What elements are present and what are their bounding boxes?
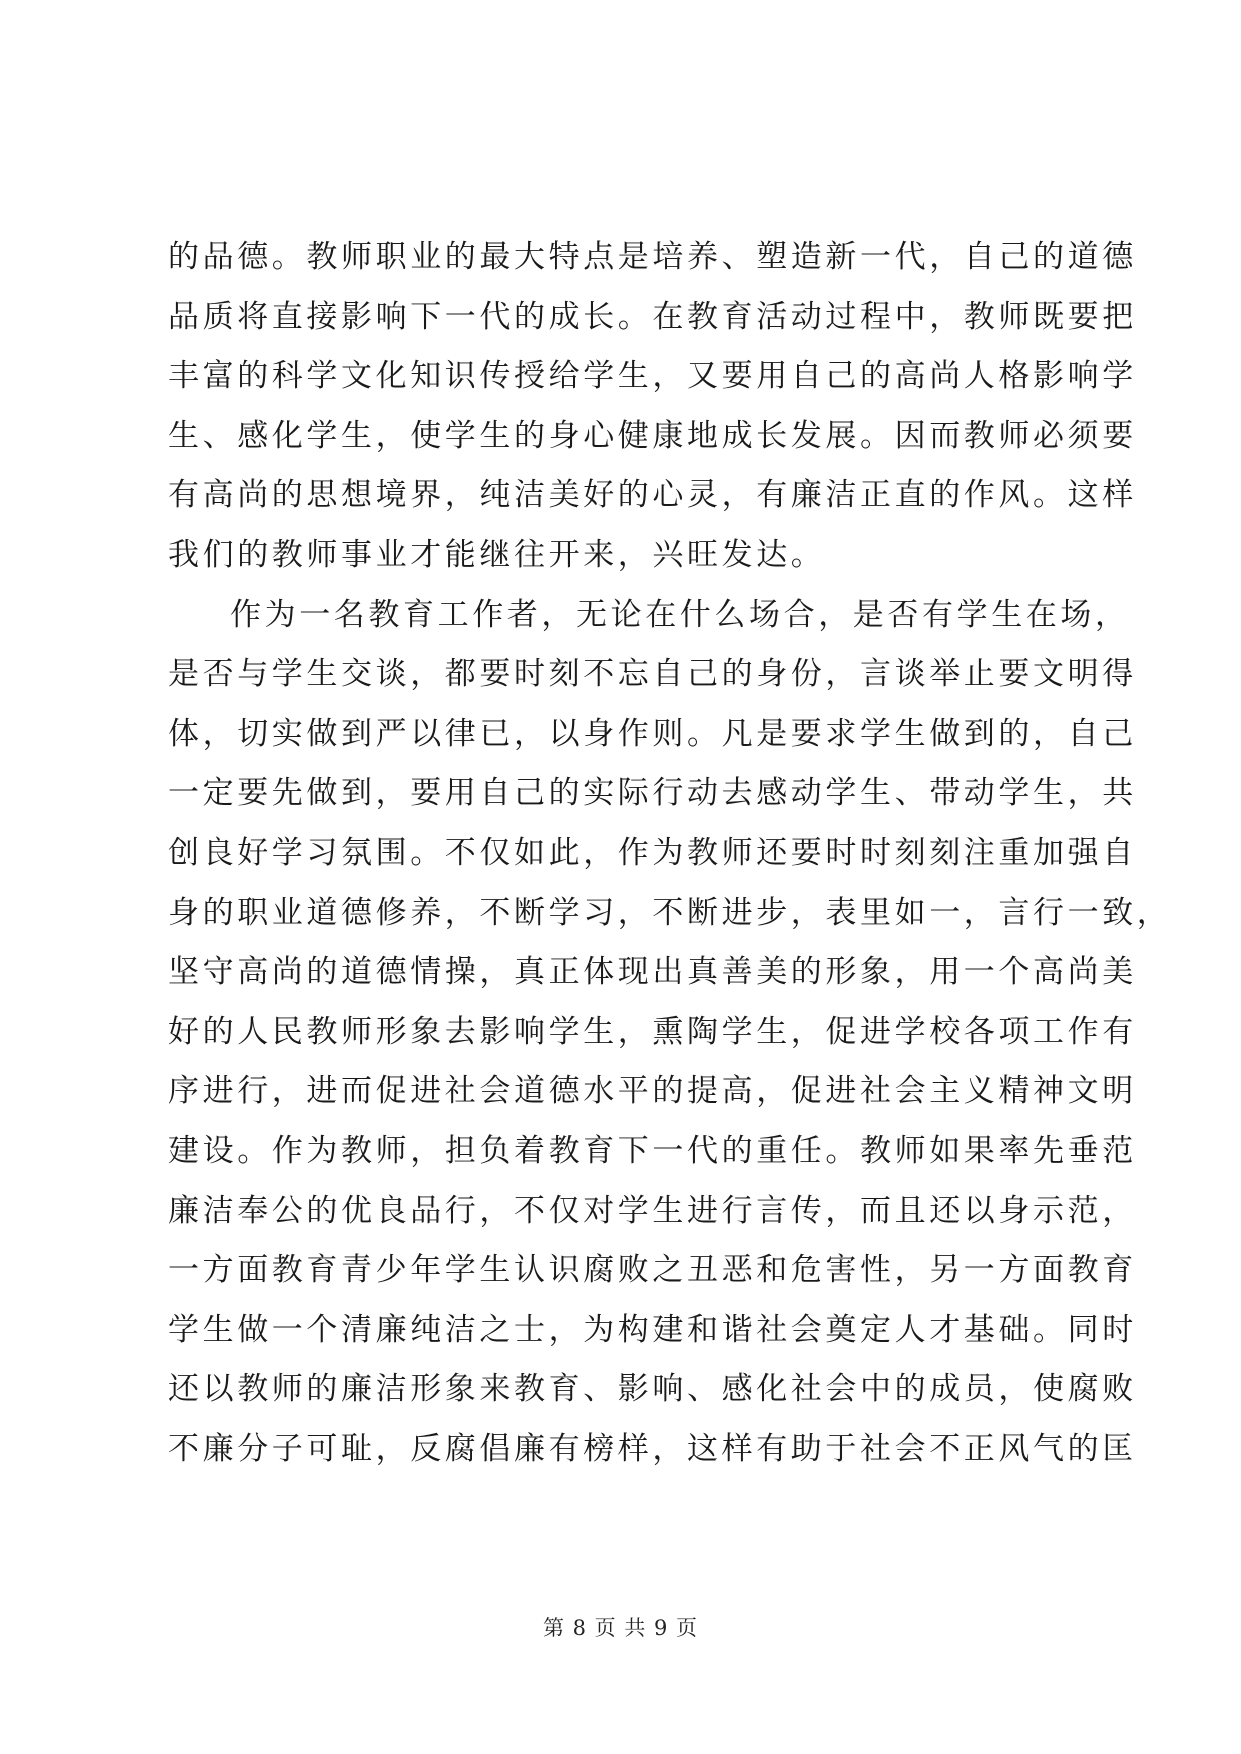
text-line: 创良好学习氛围。不仅如此，作为教师还要时时刻刻注重加强自 bbox=[168, 834, 1137, 871]
text-line: 身的职业道德修养，不断学习，不断进步，表里如一，言行一致， bbox=[168, 894, 1172, 931]
text-line: 体，切实做到严以律已，以身作则。凡是要求学生做到的，自己 bbox=[168, 715, 1137, 752]
paragraph-first-line: 作为一名教育工作者，无论在什么场合，是否有学生在场， bbox=[230, 596, 1130, 633]
text-line: 好的人民教师形象去影响学生，熏陶学生，促进学校各项工作有 bbox=[168, 1013, 1137, 1050]
text-line: 不廉分子可耻，反腐倡廉有榜样，这样有助于社会不正风气的匡 bbox=[168, 1430, 1137, 1467]
text-line: 的品德。教师职业的最大特点是培养、塑造新一代，自己的道德 bbox=[168, 239, 1137, 275]
text-line: 生、感化学生，使学生的身心健康地成长发展。因而教师必须要 bbox=[168, 417, 1137, 454]
text-line: 品质将直接影响下一代的成长。在教育活动过程中，教师既要把 bbox=[168, 298, 1137, 335]
text-line: 建设。作为教师，担负着教育下一代的重任。教师如果率先垂范 bbox=[168, 1132, 1137, 1169]
document-body bbox=[168, 228, 1172, 1479]
text-line: 廉洁奉公的优良品行，不仅对学生进行言传，而且还以身示范， bbox=[168, 1192, 1137, 1229]
text-line: 还以教师的廉洁形象来教育、影响、感化社会中的成员，使腐败 bbox=[168, 1371, 1137, 1408]
text-line: 是否与学生交谈，都要时刻不忘自己的身份，言谈举止要文明得 bbox=[168, 656, 1137, 693]
text-line: 坚守高尚的道德情操，真正体现出真善美的形象，用一个高尚美 bbox=[168, 954, 1137, 991]
text-line: 序进行，进而促进社会道德水平的提高，促进社会主义精神文明 bbox=[168, 1073, 1137, 1110]
text-line: 丰富的科学文化知识传授给学生，又要用自己的高尚人格影响学 bbox=[168, 358, 1137, 395]
text-line: 有高尚的思想境界，纯洁美好的心灵，有廉洁正直的作风。这样 bbox=[168, 477, 1137, 514]
text-line: 一定要先做到，要用自己的实际行动去感动学生、带动学生，共 bbox=[168, 775, 1137, 812]
text-line: 一方面教育青少年学生认识腐败之丑恶和危害性，另一方面教育 bbox=[168, 1252, 1137, 1289]
text-line: 学生做一个清廉纯洁之士，为构建和谐社会奠定人才基础。同时 bbox=[168, 1311, 1137, 1348]
text-line: 我们的教师事业才能继往开来，兴旺发达。 bbox=[168, 536, 826, 573]
page-number-footer: 第 8 页 共 9 页 bbox=[542, 1616, 699, 1640]
